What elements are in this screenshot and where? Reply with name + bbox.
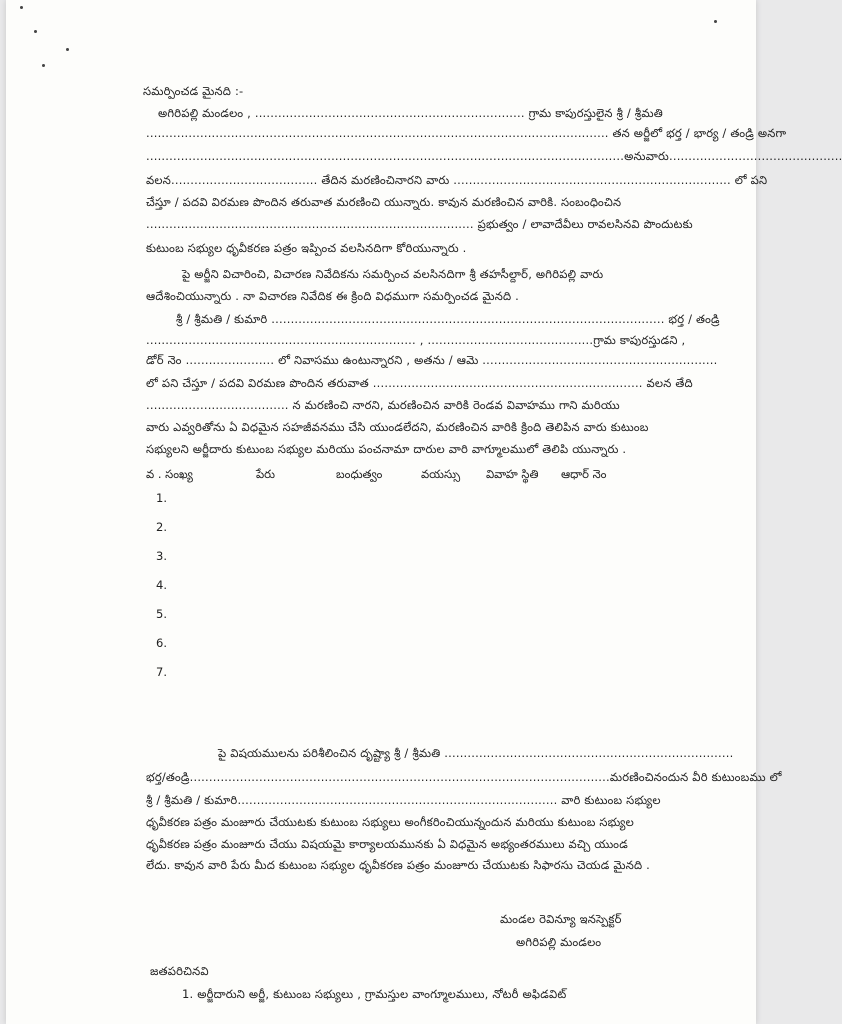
- text-line: వలన...................................... తేదిన మరణించినారని వారు ........................................................................ లో పని: [146, 173, 768, 187]
- signature-designation: మండల రెవిన్యూ ఇనస్పెక్టర్: [500, 912, 622, 926]
- table-header-relation: బంధుత్వం: [336, 467, 383, 481]
- text-line: శ్రీ / శ్రీమతి / కుమారి................................................................................... వారి కుటుంబ సభ్యుల: [146, 793, 661, 807]
- table-header-marital-status: వివాహ స్థితి: [486, 467, 539, 481]
- text-line: సభ్యులని అర్జీదారు కుటుంబ సభ్యుల మరియు పంచనామా దారుల వారి వాగ్మూలములో తెలిపి యున్నారు .: [146, 442, 627, 456]
- text-line: ..................................... న మరణించి నారని, మరణించిన వారికి రెండవ వివాహము గాని మరియు: [146, 398, 620, 412]
- table-row-number: 7.: [156, 665, 167, 679]
- text-line: శ్రీ / శ్రీమతి / కుమారి ...................................................................................................... భర్త / తండ్రి: [176, 312, 720, 326]
- table-header-aadhaar: ఆధార్ నెం: [561, 467, 607, 481]
- table-row-number: 5.: [156, 607, 167, 621]
- text-line: ఆదేశించియున్నారు . నా విచారణ నివేదిక ఈ క్రింది విధముగా సమర్పించడ మైనది .: [146, 289, 520, 303]
- text-line: ...................................................................... , ...........................................గ్రామ కాపురస్తుడని ,: [146, 333, 686, 347]
- text-line: ............................................................................................................................అనువారు.............................................: [146, 149, 842, 163]
- text-line: పై అర్జీని విచారించి, విచారణ నివేదికను సమర్పించ వలసినదిగా శ్రీ తహసీల్దార్, అగిరిపల్లి వారు: [182, 267, 604, 281]
- text-line: డోర్ నెం ....................... లో నివాసము ఉంటున్నారని , అతను / ఆమె .............................................................: [146, 353, 718, 367]
- scan-speck: [66, 48, 69, 51]
- table-header-age: వయస్సు: [421, 467, 461, 481]
- scan-speck: [34, 30, 37, 33]
- text-line: ధృవీకరణ పత్రం మంజూరు చేయు విషయమై కార్యాలయమునకు ఏ విధమైన అభ్యంతరములు వచ్చి యుండ: [146, 837, 628, 851]
- enclosures-title: జతపరిచినవి: [150, 964, 209, 978]
- text-line: కుటుంబ సభ్యుల ధృవీకరణ పత్రం ఇప్పించ వలసినదిగా కోరియున్నారు .: [146, 241, 467, 255]
- text-line: లేదు. కావున వారి పేరు మీద కుటుంబ సభ్యుల ధృవీకరణ పత్రం మంజూరు చేయుటకు సిఫారసు చెయడ మైనది .: [146, 858, 651, 872]
- table-header-serial: వ . సంఖ్య: [146, 467, 193, 481]
- text-line: లో పని చేస్తూ / పదవి విరమణ పొందిన తరువాత ...................................................................... వలన తేది: [146, 376, 693, 390]
- text-line: పై విషయములను పరిశీలించిన దృష్ట్యా శ్రీ / శ్రీమతి ...........................................................................: [218, 746, 734, 760]
- scan-speck: [42, 64, 45, 67]
- table-row-number: 3.: [156, 549, 167, 563]
- text-line: భర్త/తండ్రి.............................................................................................................మరణించినందున వీరి కుటుంబము లో: [146, 770, 782, 784]
- table-row-number: 4.: [156, 578, 167, 592]
- table-row-number: 6.: [156, 636, 167, 650]
- text-line: వారు ఎవ్వరితోను ఏ విధమైన సహజీవనము చేసి యుండలేదని, మరణించిన వారికి క్రింది తెలిపిన వారు కుటుంబ: [146, 420, 649, 434]
- text-line: ..................................................................................... ప్రభుత్వం / లావాదేవీలు రావలసినవి పొందుటకు: [146, 217, 693, 231]
- text-line: ........................................................................................................................ తన అర్జీలో భర్త / భార్య / తండ్రి అనగా: [146, 126, 787, 140]
- text-line: చేస్తూ / పదవి విరమణ పొందిన తరువాత మరణించి యున్నారు. కావున మరణించిన వారికి. సంబంధించిన: [146, 195, 622, 209]
- signature-mandal: అగిరిపల్లి మండలం: [516, 935, 602, 949]
- document-page: [6, 0, 842, 1024]
- scan-speck: [714, 20, 717, 23]
- table-row-number: 2.: [156, 520, 167, 534]
- table-header-name: పేరు: [256, 467, 275, 481]
- table-row-number: 1.: [156, 491, 167, 505]
- text-line: అగిరిపల్లి మండలం , ...................................................................... గ్రామ కాపురస్తులైన శ్రీ / శ్రీమతి: [158, 106, 663, 120]
- enclosure-item: 1. అర్జీదారుని అర్జీ, కుటుంబ సభ్యులు , గ్రామస్తుల వాంగ్మూలములు, నోటరీ అఫిడవిట్: [182, 987, 567, 1001]
- text-line: ధృవీకరణ పత్రం మంజూరు చేయుటకు కుటుంబ సభ్యులు అంగీకరించియున్నందున మరియు కుటుంబ సభ్యుల: [146, 815, 634, 829]
- document-heading: సమర్పించడ మైనది :-: [143, 84, 244, 98]
- scan-speck: [20, 6, 23, 9]
